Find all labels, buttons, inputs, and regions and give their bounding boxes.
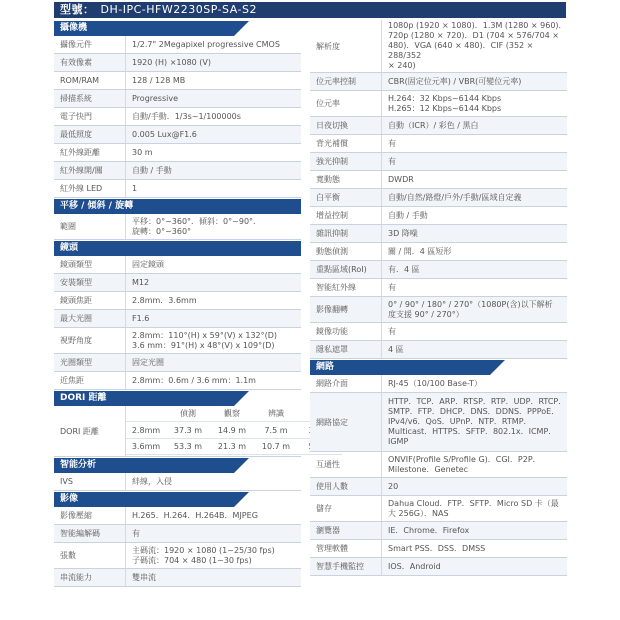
spec-row [54,525,301,543]
spec-value-line: H.264：32 Kbps~6144 Kbps [388,93,502,103]
lens-table [54,256,301,390]
spec-key: 強光抑制 [310,153,382,170]
spec-value-line: 128 / 128 MB [132,75,186,85]
spec-row [54,72,301,90]
spec-value-line: 雙串流 [132,572,156,582]
section-network: 網路 [310,360,490,375]
network-table [310,375,567,576]
spec-row [310,496,567,522]
spec-key: 智能編解碼 [54,525,126,542]
spec-value-line: 主碼流：1920 × 1080 (1~25/30 fps) [132,545,275,555]
spec-value [382,522,567,539]
spec-value-line: 1 [132,183,138,193]
section-analytics: 智能分析 [54,458,234,473]
spec-value [126,525,301,542]
spec-key: 隱私遮罩 [310,341,382,358]
spec-row [54,108,301,126]
spec-key: 鏡頭類型 [54,256,126,273]
spec-row [310,478,567,496]
spec-value [126,54,301,71]
dori-cell [126,406,166,422]
spec-key: 有效像素 [54,54,126,71]
spec-key: 鏡像功能 [310,323,382,340]
dori-table [54,406,301,457]
spec-value-line: 自動/自然/路燈/戶外/手動/區域自定義 [388,192,522,202]
dori-cell: 10.7 m [254,439,298,455]
spec-value [382,171,567,188]
spec-key: 背光補償 [310,135,382,152]
spec-value [382,323,567,340]
spec-value [126,144,301,161]
spec-row [310,452,567,478]
dori-cell: 偵測 [166,406,210,422]
spec-key: 串流能力 [54,569,126,586]
spec-value-line: IE．Chrome．Firefox [388,525,470,535]
spec-value [126,507,301,524]
spec-key: 解析度 [310,20,382,72]
spec-row [54,507,301,525]
spec-key: 掃描系統 [54,90,126,107]
spec-value-line: 大 256G）．NAS [388,508,449,518]
spec-value-line: 絆線，入侵 [132,476,172,486]
spec-row [54,292,301,310]
spec-value [126,543,301,568]
dori-cell: 辨識 [254,406,298,422]
spec-key: 互通性 [310,452,382,477]
spec-row [54,180,301,198]
camera-table [54,36,301,198]
spec-value-line: Progressive [132,93,179,103]
spec-value-line: 1/2.7" 2Megapixel progressive CMOS [132,39,280,49]
section-dori: DORI 距離 [54,391,234,406]
spec-row [54,274,301,292]
spec-value [382,91,567,116]
spec-value [382,393,567,451]
spec-value-line: 自動 / 手動 [132,165,172,175]
spec-value-line: 3.6 mm：91°(H) x 48°(V) x 109°(D) [132,340,275,350]
spec-row [310,243,567,261]
spec-row [54,372,301,390]
dori-cell: 7.5 m [254,423,298,439]
spec-value-line: 度支援 90° / 270°） [388,309,464,319]
spec-value [382,117,567,134]
spec-value [382,478,567,495]
spec-value-line: 平移：0°~360°．傾斜：0°~90°． [132,216,262,226]
spec-value [126,372,301,389]
spec-value [382,540,567,557]
spec-value [126,256,301,273]
spec-value-line: 480)．VGA (640 × 480)．CIF (352 × 288/352 [388,41,534,60]
spec-value-line: 2.8mm：0.6m / 3.6 mm：1.1m [132,375,256,385]
spec-value-line: DWDR [388,174,414,184]
spec-row [54,162,301,180]
spec-value-line: 關 / 開．4 區短形 [388,246,452,256]
spec-key: 電子快門 [54,108,126,125]
spec-value-line: Dahua Cloud．FTP．SFTP．Micro SD 卡（最 [388,498,559,508]
spec-row [310,558,567,576]
spec-row [54,310,301,328]
section-video: 影像 [54,492,234,507]
spec-value [126,473,301,490]
spec-row [310,279,567,297]
video-table [54,507,301,587]
spec-key: 瀏覽器 [310,522,382,539]
dori-cell: 2.8mm [126,423,166,439]
spec-value-line: 固定光圈 [132,357,164,367]
spec-value-line: 自動/手動．1/3s~1/100000s [132,111,241,121]
spec-value-line: 有 [132,528,140,538]
spec-value [382,189,567,206]
spec-value-line: 720p (1280 × 720)．D1 (704 × 576/704 × [388,31,560,40]
spec-value-line: 有 [388,282,396,292]
spec-value [126,328,301,353]
spec-value-line: Smart PSS．DSS．DMSS [388,543,486,553]
spec-row [310,393,567,452]
spec-value-line: H.265．H.264．H.264B．MJPEG [132,510,258,520]
spec-value-line: CBR(固定位元率) / VBR(可變位元率) [388,76,522,86]
spec-row [310,297,567,323]
spec-key: 最低照度 [54,126,126,143]
spec-value [382,73,567,90]
spec-key: 儲存 [310,496,382,521]
spec-row [54,569,301,587]
section-lens: 鏡頭 [54,241,301,256]
ptz-table [54,214,301,240]
spec-row [310,171,567,189]
spec-value-line: 有 [388,326,396,336]
spec-row [54,126,301,144]
spec-value [126,569,301,586]
spec-value-line: × 240) [388,61,416,70]
spec-key: 使用人數 [310,478,382,495]
spec-row [310,153,567,171]
spec-key: 張數 [54,543,126,568]
spec-value-line: 30 m [132,147,153,157]
spec-key: 影像壓縮 [54,507,126,524]
spec-value-line: SMTP．FTP．DHCP．DNS．DDNS．PPPoE． [388,407,560,416]
spec-row [54,144,301,162]
spec-value [126,180,301,197]
spec-key: 日夜切換 [310,117,382,134]
spec-key: 網路介面 [310,375,382,392]
spec-row [310,91,567,117]
spec-value-line: RJ-45（10/100 Base-T） [388,378,482,388]
spec-value-line: 有．4 區 [388,264,420,274]
spec-value-line: 有 [388,138,396,148]
spec-row [310,323,567,341]
spec-value-line: IOS．Android [388,561,441,571]
spec-row [54,214,301,240]
dori-label: DORI 距離 [54,406,126,456]
spec-key: 增益控制 [310,207,382,224]
spec-value-line: 0.005 Lux@F1.6 [132,129,197,139]
spec-row [310,189,567,207]
spec-row [310,117,567,135]
spec-row [54,473,301,491]
dori-cell: 53.3 m [166,439,210,455]
spec-key: 近焦距 [54,372,126,389]
spec-value [382,375,567,392]
spec-value [382,261,567,278]
spec-value-line: ONVIF(Profile S/Profile G)．CGI．P2P． [388,454,541,464]
dori-cell: 觀察 [210,406,254,422]
spec-value-line: 自動 / 手動 [388,210,428,220]
spec-key: 管理軟體 [310,540,382,557]
spec-value [126,214,301,239]
spec-value [126,90,301,107]
spec-key: 網路協定 [310,393,382,451]
spec-value [382,20,567,72]
spec-key: 位元率 [310,91,382,116]
video-cont-table [310,20,567,359]
spec-value [382,225,567,242]
spec-key: 最大光圈 [54,310,126,327]
spec-value [382,558,567,575]
section-camera: 攝像機 [54,21,234,36]
spec-row [310,261,567,279]
model-title-bar [54,2,566,18]
spec-value [382,279,567,296]
spec-value-line: 3D 降噪 [388,228,418,238]
spec-row [310,20,567,73]
model-name: DH-IPC-HFW2230SP-SA-S2 [100,3,257,16]
model-label: 型號： [60,3,95,16]
spec-value-line: 2.8mm．3.6mm [132,295,197,305]
spec-value-line: Milestone．Genetec [388,464,469,474]
spec-value-line: IPv4/v6．QoS．UPnP．NTP．RTMP． [388,417,532,426]
spec-value-line: 20 [388,481,399,491]
spec-value [126,354,301,371]
spec-row [54,36,301,54]
dori-cell: 21.3 m [210,439,254,455]
spec-value-line: F1.6 [132,313,150,323]
spec-value-line: Multicast．HTTPS．SFTP．802.1x．ICMP． [388,427,557,436]
spec-value-line: 旋轉：0°~360° [132,226,192,236]
spec-row [54,354,301,372]
spec-row [54,256,301,274]
spec-row [310,522,567,540]
section-ptz: 平移 / 傾斜 / 旋轉 [54,199,301,214]
spec-value-line: 1080p (1920 × 1080)．1.3M (1280 × 960)． [388,21,567,30]
spec-value-line: 2.8mm：110°(H) x 59°(V) x 132°(D) [132,330,278,340]
spec-value-line: IGMP [388,437,409,446]
spec-value [126,310,301,327]
left-column [54,20,301,587]
spec-key: 視野角度 [54,328,126,353]
spec-row [310,73,567,91]
spec-key: 安裝類型 [54,274,126,291]
spec-value [382,341,567,358]
spec-key: 紅外線距離 [54,144,126,161]
spec-value-line: 0° / 90° / 180° / 270°（1080P(含)以下解析 [388,299,553,309]
spec-row [310,135,567,153]
spec-row [310,341,567,359]
spec-value [382,153,567,170]
spec-key: 白平衡 [310,189,382,206]
spec-value [126,36,301,53]
spec-value-line: 固定鏡頭 [132,259,164,269]
spec-value [126,162,301,179]
spec-value [126,292,301,309]
spec-value [126,72,301,89]
spec-row [310,225,567,243]
spec-value-line: M12 [132,277,150,287]
spec-key: 影像翻轉 [310,297,382,322]
spec-row [54,54,301,72]
right-column [310,20,567,576]
spec-value [382,135,567,152]
spec-key: 紅外線 LED [54,180,126,197]
spec-value [126,274,301,291]
spec-row [54,543,301,569]
spec-row [310,540,567,558]
spec-key: 紅外線開/關 [54,162,126,179]
spec-value [382,297,567,322]
spec-value [126,126,301,143]
spec-key: 寬動態 [310,171,382,188]
spec-key: 智能紅外線 [310,279,382,296]
dori-cell: 14.9 m [210,423,254,439]
spec-key: 攝像元件 [54,36,126,53]
spec-value [126,108,301,125]
spec-key: 鏡頭焦距 [54,292,126,309]
spec-key: IVS [54,473,126,490]
spec-row [54,328,301,354]
spec-value-line: HTTP．TCP．ARP．RTSP．RTP．UDP．RTCP． [388,397,567,406]
spec-row [54,90,301,108]
spec-value-line: 有 [388,156,396,166]
spec-key: 重點區域(RoI) [310,261,382,278]
spec-value-line: H.265：12 Kbps~6144 Kbps [388,103,502,113]
spec-key: ROM/RAM [54,72,126,89]
spec-value-line: 子碼流：704 × 480 (1~30 fps) [132,555,252,565]
dori-cell: 37.3 m [166,423,210,439]
spec-value [382,243,567,260]
spec-row [310,375,567,393]
spec-value [382,496,567,521]
spec-value [382,207,567,224]
spec-value-line: 1920 (H) ×1080 (V) [132,57,212,67]
spec-key: 位元率控制 [310,73,382,90]
dori-cell: 3.6mm [126,439,166,455]
spec-value-line: 4 區 [388,344,404,354]
spec-value [382,452,567,477]
spec-key: 雜訊抑制 [310,225,382,242]
analytics-table [54,473,301,491]
spec-row [310,207,567,225]
spec-key: 動態偵測 [310,243,382,260]
spec-value-line: 自動（ICR）/ 彩色 / 黑白 [388,120,479,130]
spec-key: 範圍 [54,214,126,239]
spec-key: 智慧手機監控 [310,558,382,575]
spec-key: 光圈類型 [54,354,126,371]
